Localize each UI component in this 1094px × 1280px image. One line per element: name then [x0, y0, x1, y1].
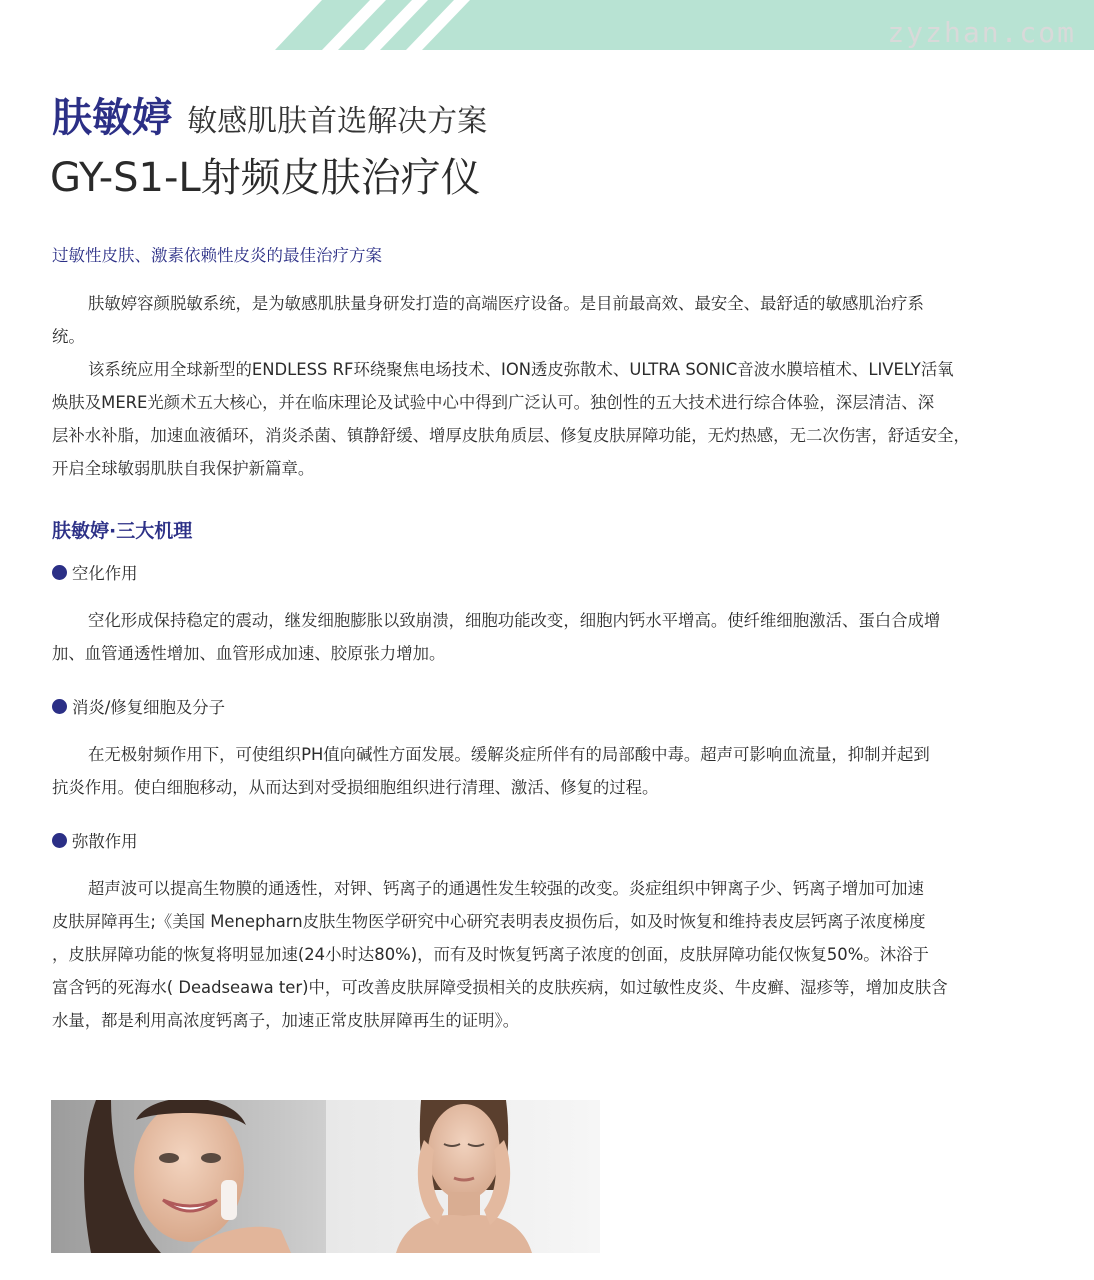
intro-line: 焕肤及MERE光颜术五大核心，并在临床理论及试验中心中得到广泛认可。独创性的五大技术进行综合体验，深层清洁、深: [52, 393, 935, 412]
watermark: zyzhan.com: [887, 16, 1076, 49]
bullet-heading: [52, 694, 225, 718]
bullet-heading: [52, 560, 138, 584]
bullet-label: 弥散作用: [72, 832, 138, 851]
photo-relaxed-woman: [326, 1100, 600, 1253]
intro-line: 开启全球敏弱肌肤自我保护新篇章。: [52, 459, 315, 478]
mechanism-line: ，皮肤屏障功能的恢复将明显加速(24小时达80%)，而有及时恢复钙离子浓度的创面，皮肤屏障功能仅恢复50%。沐浴于: [52, 945, 929, 964]
section-title: 肤敏婷·三大机理: [52, 520, 193, 542]
bullet-label: 消炎/修复细胞及分子: [72, 698, 226, 717]
mechanism-line: 超声波可以提高生物膜的通透性，对钾、钙离子的通遇性发生较强的改变。炎症组织中钾离子少、钙离子增加可加速: [88, 879, 924, 898]
intro-line: 层补水补脂，加速血液循环，消炎杀菌、镇静舒缓、增厚皮肤角质层、修复皮肤屏障功能，无灼热感，无二次伤害，舒适安全，: [52, 426, 970, 445]
intro-line: 统。: [52, 327, 85, 346]
mechanism-line: 抗炎作用。使白细胞移动，从而达到对受损细胞组织进行清理、激活、修复的过程。: [52, 778, 659, 797]
brand-subtitle: 敏感肌肤首选解决方案: [187, 104, 488, 139]
intro-paragraph: [52, 287, 1042, 485]
bullet-dot-icon: [52, 699, 67, 714]
mechanism-line: 富含钙的死海水( Deadseawa ter)中，可改善皮肤屏障受损相关的皮肤疾病，如过敏性皮炎、牛皮癣、湿疹等，增加皮肤含: [52, 978, 948, 997]
bullet-dot-icon: [52, 565, 67, 580]
mechanism-line: 水量，都是利用高浓度钙离子，加速正常皮肤屏障再生的证明》。: [52, 1011, 520, 1030]
photo-smiling-woman: [51, 1100, 326, 1253]
bullet-label: 空化作用: [72, 564, 138, 583]
mechanism-paragraph: [52, 738, 1042, 804]
bullet-heading: [52, 828, 138, 852]
mechanism-line: 在无极射频作用下，可使组织PH值向碱性方面发展。缓解炎症所伴有的局部酸中毒。超声可影响血流量，抑制并起到: [88, 745, 930, 764]
brand-name: 肤敏婷: [52, 95, 172, 141]
bullet-dot-icon: [52, 833, 67, 848]
intro-line: 肤敏婷容颜脱敏系统，是为敏感肌肤量身研发打造的高端医疗设备。是目前最高效、最安全、最舒适的敏感肌治疗系: [88, 294, 924, 313]
mechanism-line: 空化形成保持稳定的震动，继发细胞膨胀以致崩溃，细胞功能改变，细胞内钙水平增高。使纤维细胞激活、蛋白合成增: [88, 611, 941, 630]
tagline: 过敏性皮肤、激素依赖性皮炎的最佳治疗方案: [52, 246, 382, 265]
mechanism-paragraph: [52, 604, 1042, 670]
intro-line: 该系统应用全球新型的ENDLESS RF环绕聚焦电场技术、ION透皮弥散术、ULTRA SONIC音波水膜培植术、LIVELY活氧: [88, 360, 954, 379]
mechanism-line: 加、血管通透性增加、血管形成加速、胶原张力增加。: [52, 644, 446, 663]
mechanism-line: 皮肤屏障再生;《美国 Menepharn皮肤生物医学研究中心研究表明表皮损伤后，如及时恢复和维持表皮层钙离子浓度梯度: [52, 912, 926, 931]
mechanism-paragraph: [52, 872, 1042, 1037]
title-row: [52, 86, 487, 143]
product-title: GY-S1-L射频皮肤治疗仪: [50, 155, 481, 201]
